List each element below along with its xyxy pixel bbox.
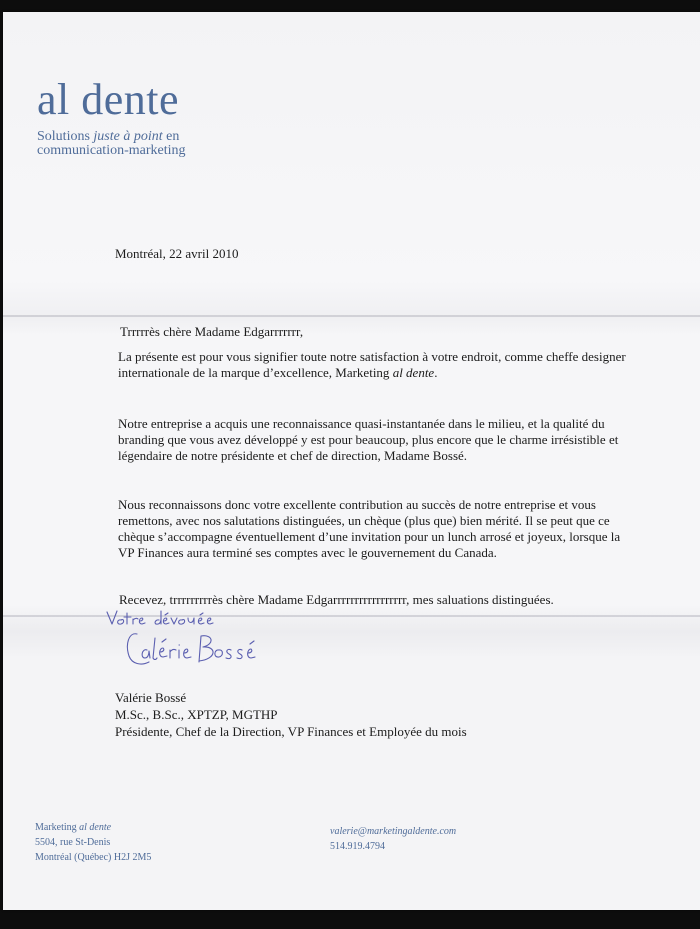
paragraph-1-end: .	[434, 365, 438, 380]
tagline-italic: juste à point	[93, 129, 163, 144]
footer-phone: 514.919.4794	[330, 841, 385, 852]
footer-street: 5504, rue St-Denis	[35, 837, 111, 848]
brand-name: al dente	[37, 75, 180, 124]
letter-paragraph-2: Notre entreprise a acquis une reconnaissance quasi-instantanée dans le milieu, et la qualité du branding que vous avez développé y est pour beaucoup, plus encore que le charme irrésistible et légendaire de notre présidente et chef de direction, Madame Bossé.	[118, 416, 619, 463]
letter-sheet	[3, 12, 700, 910]
footer-address	[35, 820, 151, 865]
footer-email[interactable]: valerie@marketingaldente.com	[330, 826, 457, 837]
letter-paragraph-3: Nous reconnaissons donc votre excellente contribution au succès de notre entreprise et vous remettons, avec nos salutations distinguées, un chèque (plus que) bien mérité. Il se peut que ce chèque s’accompagne éventuellement d’une invitation pour un lunch arrosé et joyeux, lorsque la VP Finances aura terminé ses comptes avec le gouvernement du Canada.	[118, 497, 621, 560]
handwritten-signature	[103, 608, 293, 686]
paper-fold-line	[3, 315, 700, 317]
footer-company	[35, 820, 151, 835]
signer-name: Valérie Bossé	[115, 690, 187, 705]
letter-date: Montréal, 22 avril 2010	[115, 246, 239, 261]
letter-paragraph-1	[118, 349, 638, 381]
paragraph-1-text: La présente est pour vous signifier toute notre satisfaction à votre endroit, comme cheffe designer internationale de la marque d’excellence, Marketing	[118, 349, 626, 380]
letter-closing: Recevez, trrrrrrrrrès chère Madame Edgarrrrrrrrrrrrrrrrr, mes saluations distinguées.	[119, 592, 554, 607]
tagline-prefix: Solutions	[37, 129, 94, 144]
paragraph-1-brand: al dente	[392, 365, 435, 380]
footer-company-prefix: Marketing	[35, 822, 80, 833]
signer-block	[115, 689, 467, 740]
brand-tagline	[37, 130, 186, 158]
footer-company-italic: al dente	[79, 822, 112, 833]
tagline-suffix: en	[162, 129, 180, 144]
tagline-line2: communication-marketing	[37, 143, 186, 158]
footer-city: Montréal (Québec) H2J 2M5	[35, 852, 152, 863]
letterhead-logo	[37, 75, 186, 158]
signer-degrees: M.Sc., B.Sc., XPTZP, MGTHP	[115, 707, 278, 722]
footer-contact	[330, 824, 456, 854]
letter-salutation: Trrrrrès chère Madame Edgarrrrrrr,	[120, 324, 304, 339]
signer-titles: Présidente, Chef de la Direction, VP Finances et Employée du mois	[115, 724, 467, 739]
